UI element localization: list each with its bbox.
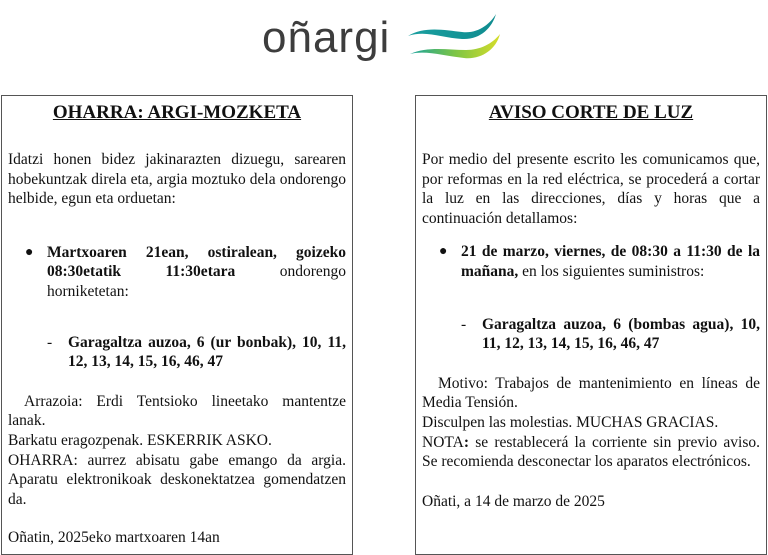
note-label: NOTA — [422, 433, 464, 451]
notice-title: AVISO CORTE DE LUZ — [488, 102, 694, 123]
address-text: Garagaltza auzoa, 6 (bombas agua), 10, 11, 12, 13, 14, 15, 16, 46, 47 — [482, 315, 760, 353]
notice-note — [422, 433, 760, 472]
note-colon: : — [463, 433, 469, 451]
schedule-bullet — [422, 242, 760, 281]
notice-reason: Arrazoia: Erdi Tentsioko lineetako mantentze lanak. — [8, 392, 346, 430]
address-text: Garagaltza auzoa, 6 (ur bonbak), 10, 11, 12, 13, 14, 15, 16, 46, 47 — [68, 333, 346, 371]
bullet-icon: ● — [439, 244, 448, 260]
notice-intro: Por medio del presente escrito les comunicamos que, por reformas en la red eléctrica, se procederá a cortar la luz en las direcciones, días y horas que a continuación detallamos: — [422, 151, 760, 227]
notice-note: OHARRA: aurrez abisatu gabe emango da argia. Aparatu elektronikoak deskonektatzea gomendatzen da. — [8, 451, 346, 508]
notice-intro: Idatzi honen bidez jakinarazten dizuegu, sarearen hobekuntzak direla eta, argia moztuko dela ondorengo helbide, egun eta orduetan: — [8, 151, 346, 208]
bullet-icon: ● — [25, 244, 34, 260]
notice-title: OHARRA: ARGI-MOZKETA — [52, 102, 302, 123]
address-item — [8, 333, 346, 372]
schedule-date: 21 de marzo, viernes, de 08:30 a 11:30 de la mañana, — [461, 243, 760, 280]
wave-logo-icon — [404, 8, 504, 64]
dash-mark: - — [461, 315, 467, 333]
schedule-rest: ondorengo horniketetan: — [47, 263, 346, 300]
notice-date: Oñati, a 14 de marzo de 2025 — [422, 492, 605, 510]
schedule-rest: en los siguientes suministros: — [518, 262, 705, 280]
notice-apology: Barkatu eragozpenak. ESKERRIK ASKO. — [8, 431, 272, 449]
note-text: se restablecerá la corriente sin previo aviso. Se recomienda desconectar los aparatos electrónicos. — [422, 433, 760, 471]
schedule-date: Martxoaren 21ean, ostiralean, goizeko 08:30etatik 11:30etara — [47, 243, 346, 281]
schedule-bullet — [8, 243, 346, 302]
notice-date: Oñatin, 2025eko martxoaren 14an — [8, 529, 220, 547]
logo-text: oñargi — [262, 13, 391, 62]
notice-apology: Disculpen las molestias. MUCHAS GRACIAS. — [422, 413, 719, 431]
spanish-notice — [415, 95, 767, 555]
address-item — [422, 315, 760, 354]
onargi-logo — [262, 6, 512, 70]
dash-mark: - — [47, 333, 53, 351]
notice-reason: Motivo: Trabajos de mantenimiento en líneas de Media Tensión. — [422, 374, 760, 412]
basque-notice — [1, 95, 353, 555]
